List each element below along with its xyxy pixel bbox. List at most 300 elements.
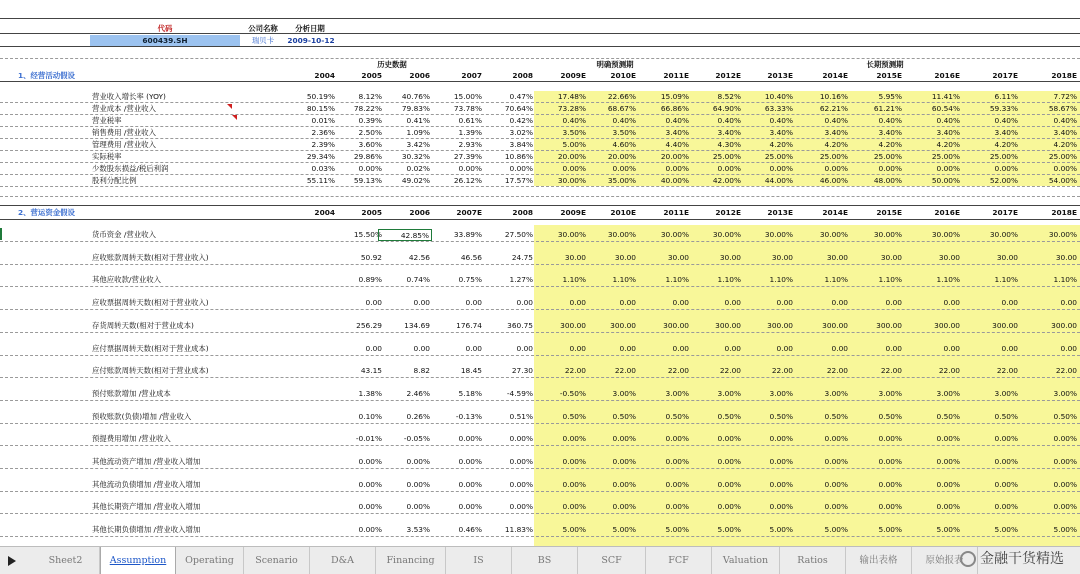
data-cell[interactable]: 0.00% [769, 480, 793, 489]
data-cell[interactable]: 18.45 [460, 366, 482, 375]
data-cell[interactable]: 8.52% [717, 92, 741, 101]
data-cell[interactable]: 0.00% [562, 480, 586, 489]
data-cell[interactable]: 1.10% [562, 275, 586, 284]
sheet-tab[interactable]: Sheet2 [32, 547, 100, 574]
data-cell[interactable]: 0.40% [878, 116, 902, 125]
data-cell[interactable]: 0.00% [994, 164, 1018, 173]
data-cell[interactable]: 0.41% [406, 116, 430, 125]
sheet-tab[interactable]: D&A [310, 547, 376, 574]
data-cell[interactable]: 25.00% [931, 152, 960, 161]
data-cell[interactable]: 0.00 [1001, 344, 1018, 353]
data-cell[interactable]: 0.00% [612, 502, 636, 511]
data-cell[interactable]: 2.36% [311, 128, 335, 137]
data-cell[interactable]: 30.00 [564, 253, 586, 262]
data-cell[interactable]: 4.20% [878, 140, 902, 149]
data-cell[interactable]: 0.00% [458, 434, 482, 443]
data-cell[interactable]: 300.00 [610, 321, 636, 330]
data-cell[interactable]: 30.00% [1048, 230, 1077, 239]
data-cell[interactable]: 3.42% [406, 140, 430, 149]
data-cell[interactable]: 0.00% [878, 480, 902, 489]
data-cell[interactable]: 0.00 [516, 344, 533, 353]
data-cell[interactable]: 26.12% [453, 176, 482, 185]
data-cell[interactable]: 2.93% [458, 140, 482, 149]
data-cell[interactable]: 0.00% [936, 502, 960, 511]
data-cell[interactable]: 30.00 [996, 253, 1018, 262]
data-cell[interactable]: 0.40% [824, 116, 848, 125]
data-cell[interactable]: 22.00 [564, 366, 586, 375]
data-cell[interactable]: 0.00% [824, 457, 848, 466]
data-cell[interactable]: 30.32% [401, 152, 430, 161]
data-cell[interactable]: 46.00% [819, 176, 848, 185]
data-cell[interactable]: 3.00% [1053, 389, 1077, 398]
data-cell[interactable]: 0.00% [1053, 480, 1077, 489]
data-cell[interactable]: 35.00% [607, 176, 636, 185]
data-cell[interactable]: 3.40% [769, 128, 793, 137]
data-cell[interactable]: 42.56 [408, 253, 430, 262]
sheet-tab[interactable]: Operating [176, 547, 244, 574]
data-cell[interactable]: 30.00% [989, 230, 1018, 239]
data-cell[interactable]: 0.00% [717, 457, 741, 466]
data-cell[interactable]: 0.00 [465, 298, 482, 307]
data-cell[interactable]: 22.00 [719, 366, 741, 375]
data-cell[interactable]: 79.83% [401, 104, 430, 113]
data-cell[interactable]: 25.00% [819, 152, 848, 161]
data-cell[interactable]: 0.00 [1060, 344, 1077, 353]
data-cell[interactable]: 30.00% [931, 230, 960, 239]
data-cell[interactable]: 54.00% [1048, 176, 1077, 185]
data-cell[interactable]: 22.00 [938, 366, 960, 375]
analysis-date-cell[interactable]: 2009-10-12 [287, 36, 335, 45]
data-cell[interactable]: 5.00% [562, 525, 586, 534]
data-cell[interactable]: 1.10% [936, 275, 960, 284]
data-cell[interactable]: 61.21% [873, 104, 902, 113]
data-cell[interactable]: 8.82 [413, 366, 430, 375]
data-cell[interactable]: 0.03% [311, 164, 335, 173]
data-cell[interactable]: 0.00% [612, 434, 636, 443]
data-cell[interactable]: 6.11% [994, 92, 1018, 101]
data-cell[interactable]: 0.50% [717, 412, 741, 421]
data-cell[interactable]: 22.00 [996, 366, 1018, 375]
data-cell[interactable]: 3.00% [994, 389, 1018, 398]
data-cell[interactable]: 78.22% [353, 104, 382, 113]
data-cell[interactable]: 46.56 [460, 253, 482, 262]
data-cell[interactable]: 22.00 [1055, 366, 1077, 375]
data-cell[interactable]: 0.00% [1053, 164, 1077, 173]
data-cell[interactable]: 2.46% [406, 389, 430, 398]
data-cell[interactable]: 17.48% [557, 92, 586, 101]
data-cell[interactable]: 70.64% [504, 104, 533, 113]
data-cell[interactable]: 0.00% [358, 457, 382, 466]
sheet-tab[interactable]: 输出表格 [846, 547, 912, 574]
data-cell[interactable]: 50.19% [306, 92, 335, 101]
data-cell[interactable]: 0.00% [824, 502, 848, 511]
data-cell[interactable]: -0.50% [559, 389, 586, 398]
data-cell[interactable]: 0.00 [943, 344, 960, 353]
data-cell[interactable]: 0.00 [672, 298, 689, 307]
data-cell[interactable]: 3.02% [509, 128, 533, 137]
data-cell[interactable]: 4.60% [612, 140, 636, 149]
data-cell[interactable]: 0.00 [569, 344, 586, 353]
data-cell[interactable]: 0.42% [509, 116, 533, 125]
data-cell[interactable]: 0.50% [878, 412, 902, 421]
data-cell[interactable]: 3.40% [936, 128, 960, 137]
data-cell[interactable]: 1.10% [994, 275, 1018, 284]
data-cell[interactable]: 0.50% [612, 412, 636, 421]
sheet-tab[interactable]: BS [512, 547, 578, 574]
data-cell[interactable]: 300.00 [992, 321, 1018, 330]
data-cell[interactable]: 3.50% [562, 128, 586, 137]
data-cell[interactable]: 1.10% [878, 275, 902, 284]
data-cell[interactable]: 55.11% [306, 176, 335, 185]
data-cell[interactable]: 20.00% [660, 152, 689, 161]
data-cell[interactable]: 0.00% [878, 164, 902, 173]
data-cell[interactable]: 2.50% [358, 128, 382, 137]
data-cell[interactable]: 0.40% [769, 116, 793, 125]
data-cell[interactable]: 0.51% [509, 412, 533, 421]
data-cell[interactable]: 25.00% [873, 152, 902, 161]
data-cell[interactable]: 3.00% [612, 389, 636, 398]
data-cell[interactable]: 3.00% [936, 389, 960, 398]
data-cell[interactable]: 0.00% [458, 164, 482, 173]
data-cell[interactable]: 5.00% [769, 525, 793, 534]
data-cell[interactable]: 0.00% [824, 164, 848, 173]
data-cell[interactable]: 0.00% [878, 502, 902, 511]
data-cell[interactable]: 5.00% [878, 525, 902, 534]
data-cell[interactable]: 0.39% [358, 116, 382, 125]
data-cell[interactable]: 62.21% [819, 104, 848, 113]
data-cell[interactable]: 60.54% [931, 104, 960, 113]
sheet-tab[interactable]: Ratios [780, 547, 846, 574]
data-cell[interactable]: 256.29 [356, 321, 382, 330]
data-cell[interactable]: 30.00 [771, 253, 793, 262]
data-cell[interactable]: 0.00% [665, 480, 689, 489]
data-cell[interactable]: 22.00 [826, 366, 848, 375]
data-cell[interactable]: 3.00% [665, 389, 689, 398]
data-cell[interactable]: 0.00 [831, 344, 848, 353]
data-cell[interactable]: -4.59% [506, 389, 533, 398]
data-cell[interactable]: 0.00% [562, 502, 586, 511]
data-cell[interactable]: 80.15% [306, 104, 335, 113]
data-cell[interactable]: 0.00% [612, 164, 636, 173]
data-cell[interactable]: 25.00% [712, 152, 741, 161]
data-cell[interactable]: 15.09% [660, 92, 689, 101]
data-cell[interactable]: 0.00 [413, 298, 430, 307]
data-cell[interactable]: 4.40% [665, 140, 689, 149]
data-cell[interactable]: 73.28% [557, 104, 586, 113]
data-cell[interactable]: 0.00% [994, 457, 1018, 466]
data-cell[interactable]: 0.00% [562, 457, 586, 466]
data-cell[interactable]: 48.00% [873, 176, 902, 185]
data-cell[interactable]: 0.00% [994, 502, 1018, 511]
data-cell[interactable]: 0.00% [665, 502, 689, 511]
sheet-tab[interactable]: SCF [578, 547, 646, 574]
data-cell[interactable]: 3.60% [358, 140, 382, 149]
data-cell[interactable]: 17.57% [504, 176, 533, 185]
data-cell[interactable]: 0.40% [994, 116, 1018, 125]
data-cell[interactable]: 1.27% [509, 275, 533, 284]
data-cell[interactable]: 0.00% [1053, 457, 1077, 466]
data-cell[interactable]: 20.00% [557, 152, 586, 161]
data-cell[interactable]: 0.00% [717, 480, 741, 489]
sheet-tab[interactable]: FCF [646, 547, 712, 574]
data-cell[interactable]: 0.00 [516, 298, 533, 307]
sheet-tab[interactable]: Financing [376, 547, 446, 574]
data-cell[interactable]: 0.00% [612, 480, 636, 489]
data-cell[interactable]: 8.12% [358, 92, 382, 101]
data-cell[interactable]: 10.86% [504, 152, 533, 161]
data-cell[interactable]: 0.00% [458, 502, 482, 511]
data-cell[interactable]: 0.00% [509, 434, 533, 443]
sheet-tab[interactable]: Scenario [244, 547, 310, 574]
stock-code-cell[interactable]: 600439.SH [90, 35, 240, 46]
data-cell[interactable]: 0.10% [358, 412, 382, 421]
data-cell[interactable]: 3.00% [717, 389, 741, 398]
data-cell[interactable]: 0.00 [724, 344, 741, 353]
data-cell[interactable]: 49.02% [401, 176, 430, 185]
data-cell[interactable]: 30.00 [826, 253, 848, 262]
data-cell[interactable]: 27.30 [511, 366, 533, 375]
data-cell[interactable]: 0.00% [1053, 434, 1077, 443]
data-cell[interactable]: 15.00% [453, 92, 482, 101]
data-cell[interactable]: 0.00% [458, 480, 482, 489]
data-cell[interactable]: 30.00 [667, 253, 689, 262]
scroll-tabs-play-icon[interactable] [8, 556, 16, 566]
data-cell[interactable]: 1.10% [1053, 275, 1077, 284]
data-cell[interactable]: 0.00% [936, 434, 960, 443]
data-cell[interactable]: 5.00% [665, 525, 689, 534]
selected-cell[interactable]: 42.85% [378, 229, 432, 241]
data-cell[interactable]: 0.00% [509, 502, 533, 511]
data-cell[interactable]: 73.78% [453, 104, 482, 113]
data-cell[interactable]: 50.92 [360, 253, 382, 262]
data-cell[interactable]: 0.00 [365, 298, 382, 307]
data-cell[interactable]: -0.05% [403, 434, 430, 443]
data-cell[interactable]: 0.50% [562, 412, 586, 421]
data-cell[interactable]: 3.40% [665, 128, 689, 137]
data-cell[interactable]: 25.00% [989, 152, 1018, 161]
data-cell[interactable]: 0.50% [994, 412, 1018, 421]
data-cell[interactable]: 22.00 [880, 366, 902, 375]
data-cell[interactable]: 0.47% [509, 92, 533, 101]
data-cell[interactable]: 3.53% [406, 525, 430, 534]
data-cell[interactable]: 11.83% [504, 525, 533, 534]
data-cell[interactable]: 59.13% [353, 176, 382, 185]
data-cell[interactable]: 0.02% [406, 164, 430, 173]
data-cell[interactable]: 0.26% [406, 412, 430, 421]
data-cell[interactable]: 4.20% [994, 140, 1018, 149]
data-cell[interactable]: 1.10% [824, 275, 848, 284]
data-cell[interactable]: 10.16% [819, 92, 848, 101]
data-cell[interactable]: 58.67% [1048, 104, 1077, 113]
data-cell[interactable]: -0.01% [355, 434, 382, 443]
data-cell[interactable]: 3.40% [994, 128, 1018, 137]
data-cell[interactable]: 300.00 [1051, 321, 1077, 330]
data-cell[interactable]: 0.00% [769, 164, 793, 173]
data-cell[interactable]: 30.00 [719, 253, 741, 262]
data-cell[interactable]: 0.89% [358, 275, 382, 284]
data-cell[interactable]: 0.40% [717, 116, 741, 125]
data-cell[interactable]: 40.76% [401, 92, 430, 101]
data-cell[interactable]: 0.00% [358, 164, 382, 173]
data-cell[interactable]: 360.75 [507, 321, 533, 330]
company-name-cell[interactable]: 瑞贝卡 [251, 36, 275, 45]
data-cell[interactable]: 0.00% [994, 434, 1018, 443]
data-cell[interactable]: 0.00% [936, 480, 960, 489]
data-cell[interactable]: 0.00 [831, 298, 848, 307]
data-cell[interactable]: 0.00% [562, 434, 586, 443]
data-cell[interactable]: 300.00 [822, 321, 848, 330]
data-cell[interactable]: 11.41% [931, 92, 960, 101]
data-cell[interactable]: 0.00% [665, 434, 689, 443]
data-cell[interactable]: 0.00% [824, 480, 848, 489]
data-cell[interactable]: 0.00% [769, 457, 793, 466]
data-cell[interactable]: 0.00% [769, 502, 793, 511]
data-cell[interactable]: 30.00% [873, 230, 902, 239]
data-cell[interactable]: 4.20% [824, 140, 848, 149]
data-cell[interactable]: 1.39% [458, 128, 482, 137]
data-cell[interactable]: 0.00% [562, 164, 586, 173]
data-cell[interactable]: 0.00% [936, 457, 960, 466]
data-cell[interactable]: 0.50% [936, 412, 960, 421]
data-cell[interactable]: 1.09% [406, 128, 430, 137]
data-cell[interactable]: 0.00 [943, 298, 960, 307]
data-cell[interactable]: 4.20% [769, 140, 793, 149]
data-cell[interactable]: 0.00% [509, 164, 533, 173]
data-cell[interactable]: 0.00% [509, 457, 533, 466]
data-cell[interactable]: 30.00% [712, 230, 741, 239]
data-cell[interactable]: 0.50% [769, 412, 793, 421]
data-cell[interactable]: 0.00% [717, 502, 741, 511]
data-cell[interactable]: 0.00% [406, 457, 430, 466]
data-cell[interactable]: 0.75% [458, 275, 482, 284]
data-cell[interactable]: 300.00 [715, 321, 741, 330]
data-cell[interactable]: 27.39% [453, 152, 482, 161]
data-cell[interactable]: 300.00 [560, 321, 586, 330]
data-cell[interactable]: 29.34% [306, 152, 335, 161]
data-cell[interactable]: 30.00 [938, 253, 960, 262]
data-cell[interactable]: 22.00 [667, 366, 689, 375]
data-cell[interactable]: 43.15 [360, 366, 382, 375]
data-cell[interactable]: 0.00% [665, 457, 689, 466]
data-cell[interactable]: 0.00% [406, 502, 430, 511]
data-cell[interactable]: 0.00 [465, 344, 482, 353]
data-cell[interactable]: 5.00% [936, 525, 960, 534]
sheet-tab[interactable]: Valuation [712, 547, 780, 574]
data-cell[interactable]: 0.00% [878, 457, 902, 466]
data-cell[interactable]: 3.84% [509, 140, 533, 149]
data-cell[interactable]: 0.00% [994, 480, 1018, 489]
data-cell[interactable]: 5.00% [562, 140, 586, 149]
data-cell[interactable]: 0.40% [562, 116, 586, 125]
data-cell[interactable]: 0.00 [776, 344, 793, 353]
data-cell[interactable]: 0.00% [824, 434, 848, 443]
data-cell[interactable]: 300.00 [934, 321, 960, 330]
data-cell[interactable]: 29.86% [353, 152, 382, 161]
data-cell[interactable]: 0.00 [1001, 298, 1018, 307]
data-cell[interactable]: 0.61% [458, 116, 482, 125]
data-cell[interactable]: 0.00% [1053, 502, 1077, 511]
data-cell[interactable]: 5.95% [878, 92, 902, 101]
data-cell[interactable]: 300.00 [663, 321, 689, 330]
data-cell[interactable]: 3.40% [1053, 128, 1077, 137]
data-cell[interactable]: 300.00 [876, 321, 902, 330]
data-cell[interactable]: 134.69 [404, 321, 430, 330]
data-cell[interactable]: 20.00% [607, 152, 636, 161]
data-cell[interactable]: 0.00% [458, 457, 482, 466]
data-cell[interactable]: 0.00% [717, 164, 741, 173]
data-cell[interactable]: 300.00 [767, 321, 793, 330]
data-cell[interactable]: 30.00% [764, 230, 793, 239]
data-cell[interactable]: 0.00% [878, 434, 902, 443]
data-cell[interactable]: 0.00% [769, 434, 793, 443]
data-cell[interactable]: 3.40% [878, 128, 902, 137]
data-cell[interactable]: 68.67% [607, 104, 636, 113]
data-cell[interactable]: 0.40% [665, 116, 689, 125]
data-cell[interactable]: 15.50% [353, 230, 382, 239]
data-cell[interactable]: 0.50% [824, 412, 848, 421]
data-cell[interactable]: 4.20% [1053, 140, 1077, 149]
data-cell[interactable]: 3.40% [717, 128, 741, 137]
data-cell[interactable]: 30.00% [819, 230, 848, 239]
data-cell[interactable]: 30.00 [880, 253, 902, 262]
data-cell[interactable]: 0.40% [1053, 116, 1077, 125]
data-cell[interactable]: 0.00% [358, 502, 382, 511]
data-cell[interactable]: 0.00% [936, 164, 960, 173]
data-cell[interactable]: 59.33% [989, 104, 1018, 113]
data-cell[interactable]: 40.00% [660, 176, 689, 185]
data-cell[interactable]: 5.00% [994, 525, 1018, 534]
data-cell[interactable]: 0.00 [413, 344, 430, 353]
data-cell[interactable]: 1.10% [769, 275, 793, 284]
data-cell[interactable]: 30.00% [660, 230, 689, 239]
data-cell[interactable]: 0.00% [358, 480, 382, 489]
data-cell[interactable]: 0.74% [406, 275, 430, 284]
data-cell[interactable]: 4.20% [936, 140, 960, 149]
data-cell[interactable]: 0.01% [311, 116, 335, 125]
data-cell[interactable]: 0.00 [569, 298, 586, 307]
data-cell[interactable]: 5.00% [717, 525, 741, 534]
data-cell[interactable]: 3.00% [769, 389, 793, 398]
data-cell[interactable]: 0.00% [406, 480, 430, 489]
data-cell[interactable]: 176.74 [456, 321, 482, 330]
data-cell[interactable]: 44.00% [764, 176, 793, 185]
data-cell[interactable]: 0.00 [672, 344, 689, 353]
data-cell[interactable]: 5.00% [824, 525, 848, 534]
data-cell[interactable]: 27.50% [504, 230, 533, 239]
data-cell[interactable]: 0.00% [358, 525, 382, 534]
data-cell[interactable]: 22.00 [771, 366, 793, 375]
data-cell[interactable]: 0.50% [1053, 412, 1077, 421]
data-cell[interactable]: 7.72% [1053, 92, 1077, 101]
data-cell[interactable]: 0.00 [619, 344, 636, 353]
data-cell[interactable]: 0.00 [885, 298, 902, 307]
data-cell[interactable]: 1.10% [665, 275, 689, 284]
data-cell[interactable]: 24.75 [511, 253, 533, 262]
data-cell[interactable]: 22.66% [607, 92, 636, 101]
data-cell[interactable]: 33.89% [453, 230, 482, 239]
data-cell[interactable]: 64.90% [712, 104, 741, 113]
data-cell[interactable]: 52.00% [989, 176, 1018, 185]
comment-marker-icon[interactable] [227, 104, 232, 109]
data-cell[interactable]: 0.00 [1060, 298, 1077, 307]
data-cell[interactable]: 0.00 [619, 298, 636, 307]
data-cell[interactable]: 50.00% [931, 176, 960, 185]
data-cell[interactable]: 30.00% [557, 176, 586, 185]
data-cell[interactable]: 5.00% [1053, 525, 1077, 534]
data-cell[interactable]: 0.40% [612, 116, 636, 125]
data-cell[interactable]: 42.00% [712, 176, 741, 185]
data-cell[interactable]: 63.33% [764, 104, 793, 113]
